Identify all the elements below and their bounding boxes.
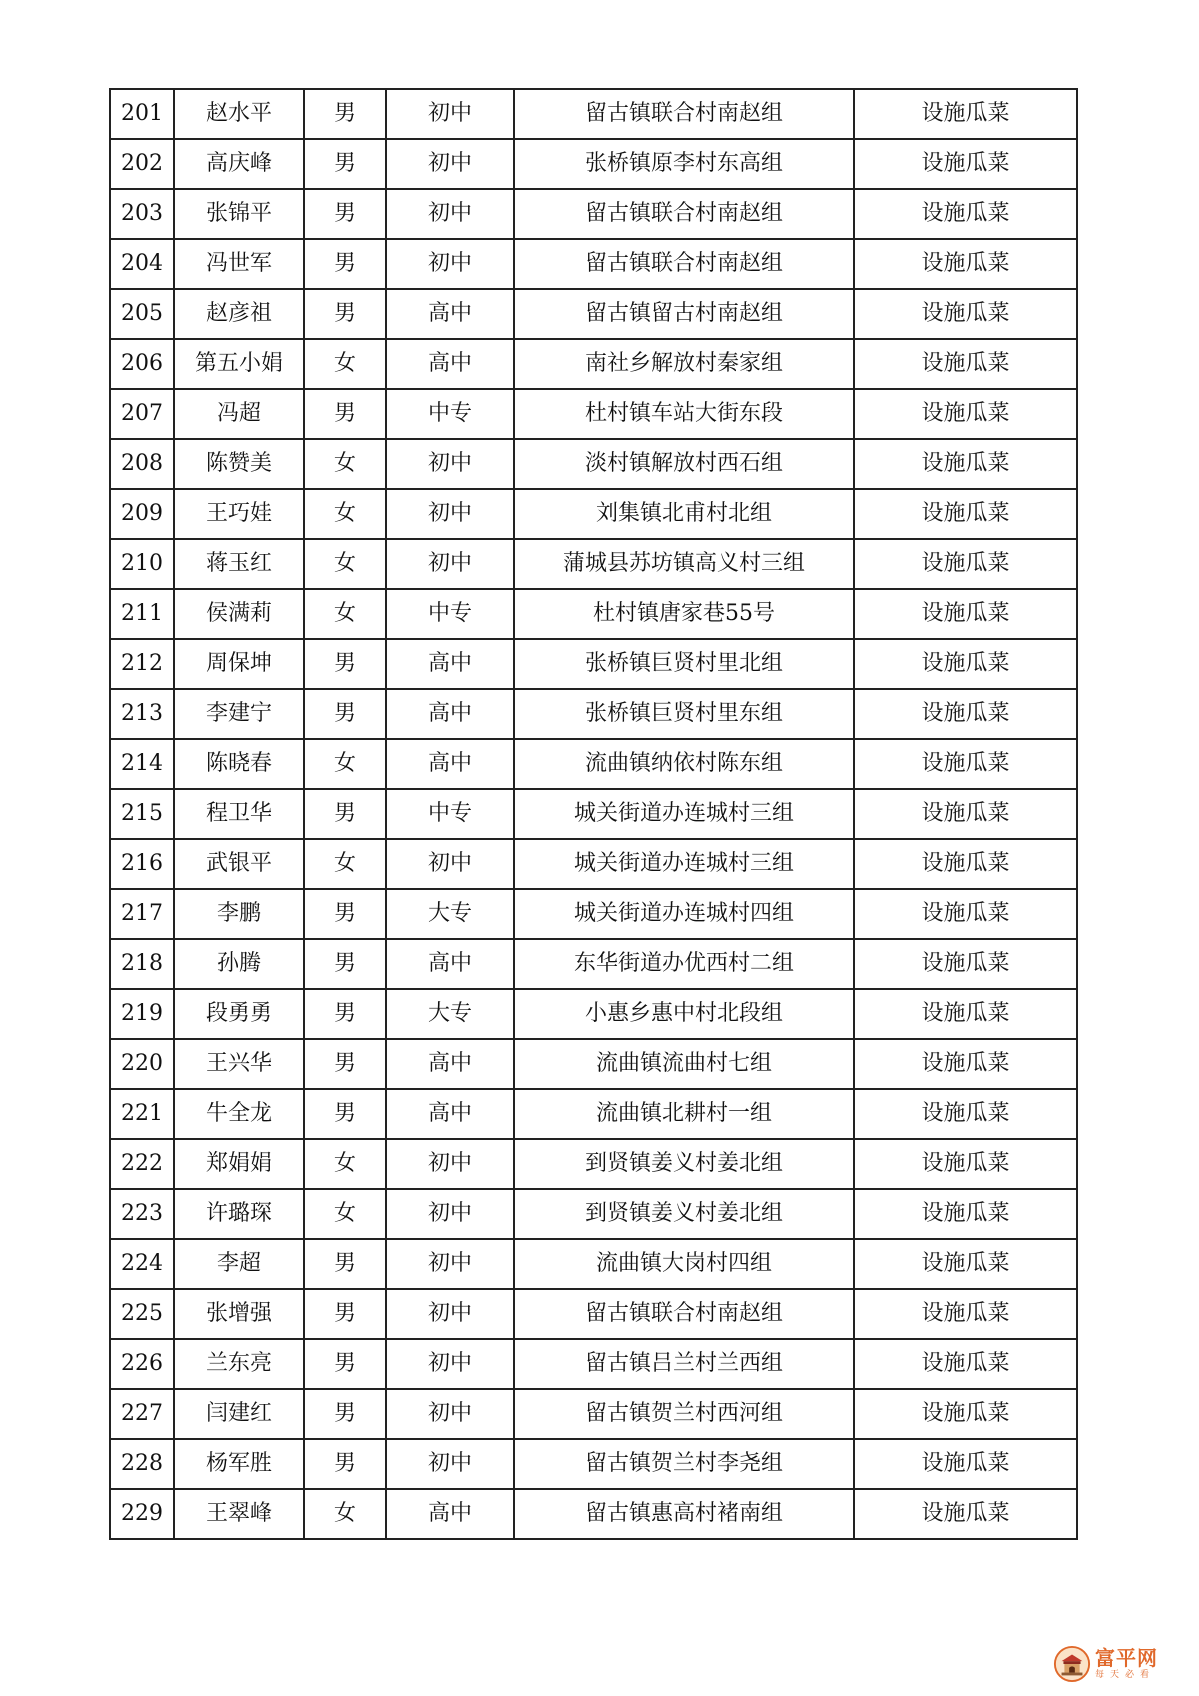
cell-address: 城关街道办连城村三组: [514, 839, 854, 889]
cell-skill: 设施瓜菜: [854, 839, 1077, 889]
cell-education: 初中: [386, 1389, 514, 1439]
cell-education: 中专: [386, 389, 514, 439]
cell-number: 204: [110, 239, 174, 289]
cell-skill: 设施瓜菜: [854, 789, 1077, 839]
cell-gender: 男: [304, 139, 386, 189]
cell-gender: 男: [304, 689, 386, 739]
cell-name: 牛全龙: [174, 1089, 304, 1139]
cell-skill: 设施瓜菜: [854, 389, 1077, 439]
cell-address: 留古镇贺兰村李尧组: [514, 1439, 854, 1489]
cell-name: 高庆峰: [174, 139, 304, 189]
cell-number: 220: [110, 1039, 174, 1089]
cell-gender: 男: [304, 1289, 386, 1339]
cell-number: 215: [110, 789, 174, 839]
cell-education: 初中: [386, 1139, 514, 1189]
cell-education: 初中: [386, 489, 514, 539]
cell-name: 陈赞美: [174, 439, 304, 489]
cell-gender: 男: [304, 789, 386, 839]
cell-gender: 女: [304, 339, 386, 389]
cell-skill: 设施瓜菜: [854, 489, 1077, 539]
cell-address: 留古镇联合村南赵组: [514, 239, 854, 289]
cell-number: 217: [110, 889, 174, 939]
table-row: [110, 1239, 1077, 1289]
cell-gender: 男: [304, 89, 386, 139]
cell-number: 222: [110, 1139, 174, 1189]
cell-skill: 设施瓜菜: [854, 339, 1077, 389]
cell-name: 冯世军: [174, 239, 304, 289]
cell-gender: 男: [304, 389, 386, 439]
cell-address: 留古镇联合村南赵组: [514, 89, 854, 139]
table-row: [110, 439, 1077, 489]
cell-skill: 设施瓜菜: [854, 439, 1077, 489]
cell-education: 高中: [386, 739, 514, 789]
cell-address: 流曲镇纳依村陈东组: [514, 739, 854, 789]
cell-number: 214: [110, 739, 174, 789]
table-row: [110, 889, 1077, 939]
cell-name: 赵彦祖: [174, 289, 304, 339]
cell-education: 初中: [386, 1189, 514, 1239]
cell-gender: 男: [304, 289, 386, 339]
cell-education: 初中: [386, 1289, 514, 1339]
table-row: [110, 1139, 1077, 1189]
cell-address: 城关街道办连城村三组: [514, 789, 854, 839]
cell-skill: 设施瓜菜: [854, 689, 1077, 739]
site-watermark: [1053, 1642, 1183, 1686]
cell-name: 张增强: [174, 1289, 304, 1339]
cell-address: 留古镇联合村南赵组: [514, 189, 854, 239]
cell-name: 闫建红: [174, 1389, 304, 1439]
cell-education: 大专: [386, 989, 514, 1039]
cell-education: 初中: [386, 239, 514, 289]
cell-gender: 男: [304, 1239, 386, 1289]
cell-number: 210: [110, 539, 174, 589]
cell-name: 武银平: [174, 839, 304, 889]
cell-address: 留古镇吕兰村兰西组: [514, 1339, 854, 1389]
cell-address: 到贤镇姜义村姜北组: [514, 1189, 854, 1239]
cell-education: 初中: [386, 1239, 514, 1289]
cell-education: 高中: [386, 939, 514, 989]
cell-number: 209: [110, 489, 174, 539]
cell-gender: 女: [304, 439, 386, 489]
cell-education: 高中: [386, 1489, 514, 1539]
cell-gender: 男: [304, 889, 386, 939]
table-row: [110, 939, 1077, 989]
table-row: [110, 339, 1077, 389]
cell-number: 208: [110, 439, 174, 489]
cell-education: 大专: [386, 889, 514, 939]
cell-number: 224: [110, 1239, 174, 1289]
table-row: [110, 1489, 1077, 1539]
cell-number: 221: [110, 1089, 174, 1139]
cell-number: 207: [110, 389, 174, 439]
cell-address: 流曲镇北耕村一组: [514, 1089, 854, 1139]
cell-gender: 男: [304, 639, 386, 689]
cell-address: 张桥镇巨贤村里东组: [514, 689, 854, 739]
cell-number: 212: [110, 639, 174, 689]
cell-address: 南社乡解放村秦家组: [514, 339, 854, 389]
cell-gender: 女: [304, 1139, 386, 1189]
cell-skill: 设施瓜菜: [854, 1089, 1077, 1139]
cell-skill: 设施瓜菜: [854, 639, 1077, 689]
cell-gender: 女: [304, 1489, 386, 1539]
cell-education: 初中: [386, 89, 514, 139]
cell-number: 216: [110, 839, 174, 889]
cell-address: 流曲镇大岗村四组: [514, 1239, 854, 1289]
cell-address: 到贤镇姜义村姜北组: [514, 1139, 854, 1189]
table-row: [110, 489, 1077, 539]
cell-education: 高中: [386, 339, 514, 389]
cell-skill: 设施瓜菜: [854, 1139, 1077, 1189]
cell-skill: 设施瓜菜: [854, 1039, 1077, 1089]
cell-name: 孙腾: [174, 939, 304, 989]
table-row: [110, 1389, 1077, 1439]
table-row: [110, 1439, 1077, 1489]
cell-education: 中专: [386, 789, 514, 839]
table-row: [110, 839, 1077, 889]
cell-number: 228: [110, 1439, 174, 1489]
cell-number: 219: [110, 989, 174, 1039]
table-row: [110, 989, 1077, 1039]
cell-number: 223: [110, 1189, 174, 1239]
cell-name: 李超: [174, 1239, 304, 1289]
cell-skill: 设施瓜菜: [854, 889, 1077, 939]
cell-skill: 设施瓜菜: [854, 989, 1077, 1039]
table-row: [110, 139, 1077, 189]
cell-address: 东华街道办优西村二组: [514, 939, 854, 989]
table-row: [110, 589, 1077, 639]
cell-skill: 设施瓜菜: [854, 739, 1077, 789]
cell-skill: 设施瓜菜: [854, 1389, 1077, 1439]
cell-education: 初中: [386, 139, 514, 189]
cell-address: 张桥镇原李村东高组: [514, 139, 854, 189]
cell-name: 张锦平: [174, 189, 304, 239]
cell-name: 侯满莉: [174, 589, 304, 639]
roster-table-body: [110, 89, 1077, 1539]
cell-number: 202: [110, 139, 174, 189]
table-row: [110, 789, 1077, 839]
table-row: [110, 289, 1077, 339]
cell-number: 213: [110, 689, 174, 739]
cell-education: 初中: [386, 1339, 514, 1389]
cell-skill: 设施瓜菜: [854, 239, 1077, 289]
table-row: [110, 189, 1077, 239]
cell-name: 周保坤: [174, 639, 304, 689]
table-row: [110, 1089, 1077, 1139]
cell-name: 冯超: [174, 389, 304, 439]
cell-name: 陈晓春: [174, 739, 304, 789]
cell-education: 高中: [386, 1039, 514, 1089]
cell-address: 留古镇联合村南赵组: [514, 1289, 854, 1339]
cell-skill: 设施瓜菜: [854, 1489, 1077, 1539]
cell-education: 高中: [386, 689, 514, 739]
cell-address: 留古镇惠高村褚南组: [514, 1489, 854, 1539]
watermark-subtitle: 每天必看: [1095, 1670, 1156, 1680]
cell-number: 211: [110, 589, 174, 639]
cell-gender: 男: [304, 1089, 386, 1139]
cell-address: 杜村镇唐家巷55号: [514, 589, 854, 639]
cell-education: 初中: [386, 539, 514, 589]
cell-name: 王巧娃: [174, 489, 304, 539]
cell-skill: 设施瓜菜: [854, 1239, 1077, 1289]
cell-number: 201: [110, 89, 174, 139]
cell-number: 205: [110, 289, 174, 339]
cell-education: 初中: [386, 439, 514, 489]
cell-number: 218: [110, 939, 174, 989]
cell-education: 初中: [386, 839, 514, 889]
cell-gender: 男: [304, 1339, 386, 1389]
cell-name: 王兴华: [174, 1039, 304, 1089]
table-row: [110, 539, 1077, 589]
cell-skill: 设施瓜菜: [854, 89, 1077, 139]
cell-skill: 设施瓜菜: [854, 939, 1077, 989]
cell-education: 高中: [386, 639, 514, 689]
table-row: [110, 1039, 1077, 1089]
cell-skill: 设施瓜菜: [854, 589, 1077, 639]
cell-gender: 男: [304, 1039, 386, 1089]
cell-address: 小惠乡惠中村北段组: [514, 989, 854, 1039]
cell-name: 段勇勇: [174, 989, 304, 1039]
cell-name: 杨军胜: [174, 1439, 304, 1489]
table-row: [110, 1189, 1077, 1239]
cell-name: 第五小娟: [174, 339, 304, 389]
cell-number: 206: [110, 339, 174, 389]
cell-address: 留古镇贺兰村西河组: [514, 1389, 854, 1439]
cell-name: 李鹏: [174, 889, 304, 939]
table-row: [110, 89, 1077, 139]
cell-address: 淡村镇解放村西石组: [514, 439, 854, 489]
cell-number: 227: [110, 1389, 174, 1439]
cell-education: 初中: [386, 1439, 514, 1489]
cell-address: 城关街道办连城村四组: [514, 889, 854, 939]
cell-name: 兰东亮: [174, 1339, 304, 1389]
watermark-title: 富平网: [1095, 1646, 1158, 1670]
cell-address: 张桥镇巨贤村里北组: [514, 639, 854, 689]
cell-education: 中专: [386, 589, 514, 639]
cell-gender: 男: [304, 989, 386, 1039]
cell-education: 高中: [386, 289, 514, 339]
cell-skill: 设施瓜菜: [854, 1289, 1077, 1339]
cell-gender: 女: [304, 539, 386, 589]
table-row: [110, 239, 1077, 289]
cell-skill: 设施瓜菜: [854, 1339, 1077, 1389]
cell-gender: 女: [304, 489, 386, 539]
cell-skill: 设施瓜菜: [854, 1189, 1077, 1239]
cell-address: 留古镇留古村南赵组: [514, 289, 854, 339]
cell-name: 许璐琛: [174, 1189, 304, 1239]
table-row: [110, 689, 1077, 739]
cell-skill: 设施瓜菜: [854, 1439, 1077, 1489]
cell-name: 郑娟娟: [174, 1139, 304, 1189]
table-row: [110, 1289, 1077, 1339]
cell-address: 流曲镇流曲村七组: [514, 1039, 854, 1089]
cell-gender: 女: [304, 739, 386, 789]
cell-name: 程卫华: [174, 789, 304, 839]
cell-number: 229: [110, 1489, 174, 1539]
cell-name: 赵水平: [174, 89, 304, 139]
cell-skill: 设施瓜菜: [854, 139, 1077, 189]
cell-name: 蒋玉红: [174, 539, 304, 589]
cell-gender: 男: [304, 939, 386, 989]
table-row: [110, 389, 1077, 439]
cell-gender: 男: [304, 239, 386, 289]
cell-skill: 设施瓜菜: [854, 189, 1077, 239]
cell-address: 刘集镇北甫村北组: [514, 489, 854, 539]
cell-education: 高中: [386, 1089, 514, 1139]
table-row: [110, 739, 1077, 789]
table-row: [110, 1339, 1077, 1389]
cell-name: 王翠峰: [174, 1489, 304, 1539]
cell-gender: 男: [304, 1439, 386, 1489]
cell-address: 杜村镇车站大街东段: [514, 389, 854, 439]
cell-gender: 女: [304, 839, 386, 889]
table-row: [110, 639, 1077, 689]
roster-table: [109, 88, 1078, 1540]
cell-number: 203: [110, 189, 174, 239]
cell-skill: 设施瓜菜: [854, 539, 1077, 589]
cell-name: 李建宁: [174, 689, 304, 739]
cell-education: 初中: [386, 189, 514, 239]
cell-address: 蒲城县苏坊镇高义村三组: [514, 539, 854, 589]
cell-number: 226: [110, 1339, 174, 1389]
cell-gender: 女: [304, 1189, 386, 1239]
cell-gender: 男: [304, 1389, 386, 1439]
cell-gender: 男: [304, 189, 386, 239]
cell-skill: 设施瓜菜: [854, 289, 1077, 339]
cell-number: 225: [110, 1289, 174, 1339]
cell-gender: 女: [304, 589, 386, 639]
city-gate-icon: [1053, 1645, 1091, 1683]
